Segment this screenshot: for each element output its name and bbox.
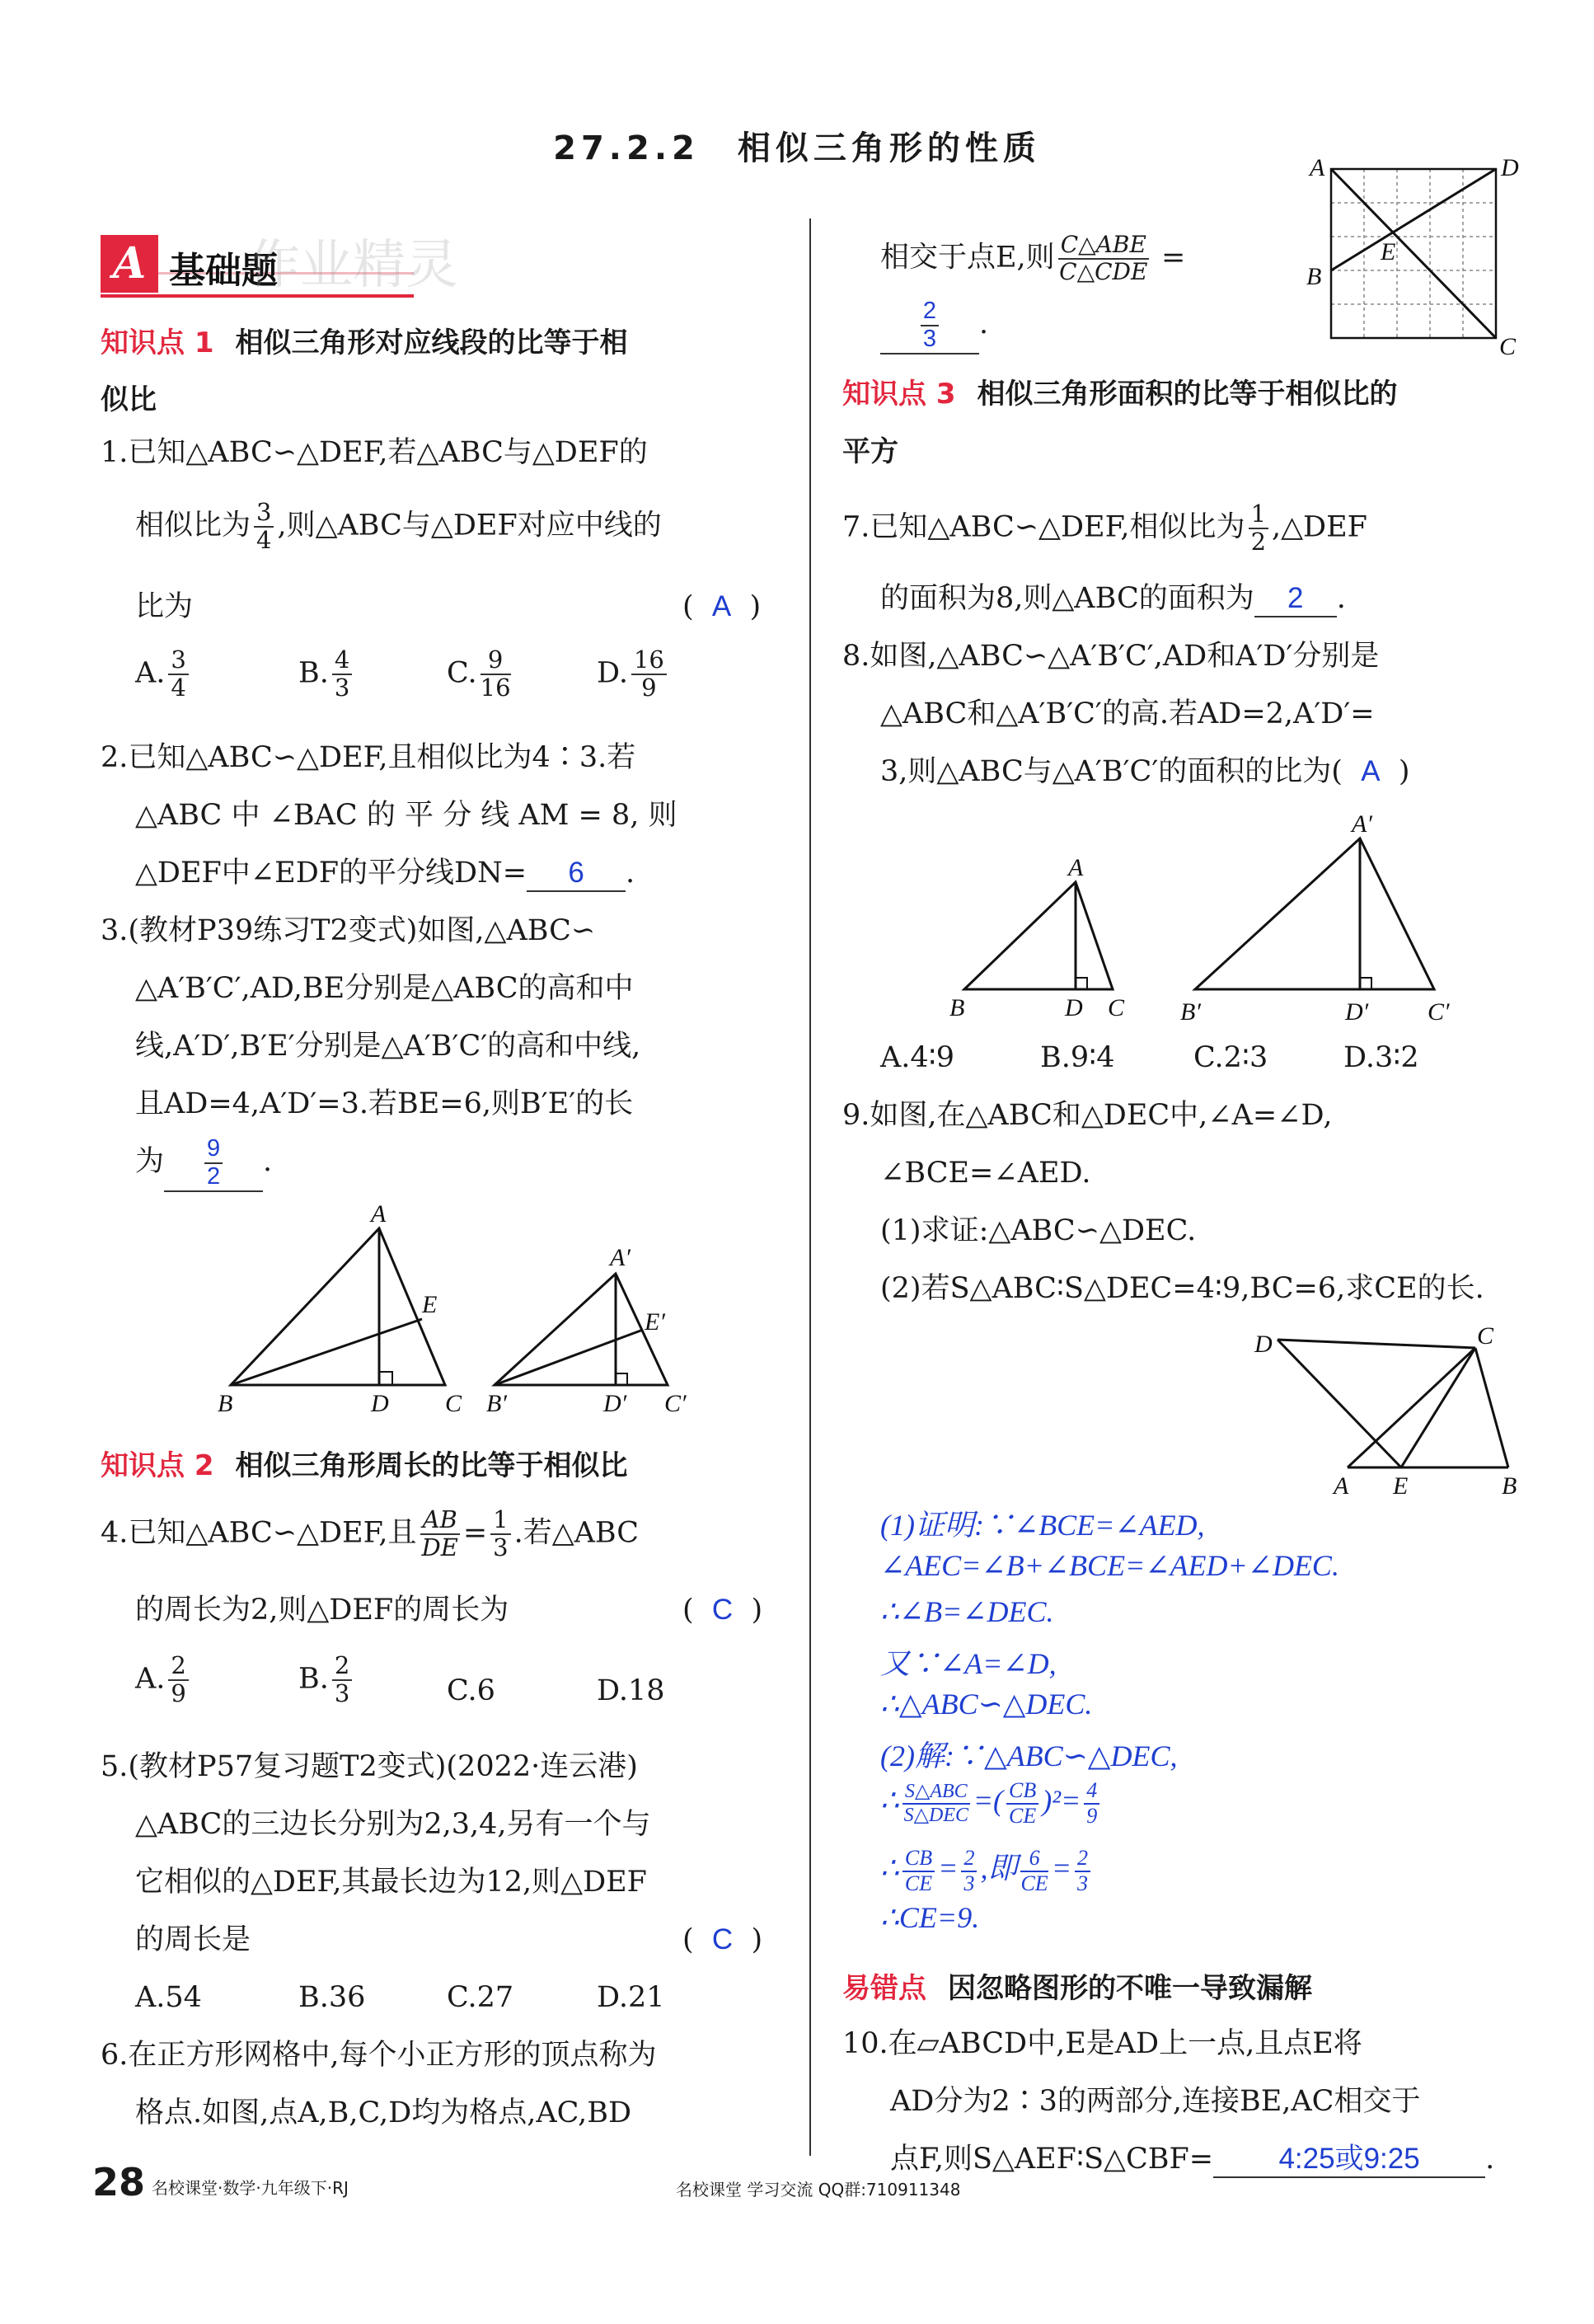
q9-line-de xyxy=(1278,1340,1401,1467)
sol8-frac4 xyxy=(1075,1847,1090,1895)
q10-answer[interactable]: 4:25或9:25 xyxy=(1213,2142,1485,2178)
q9-label-c: C xyxy=(1477,1322,1494,1350)
section-label: 基础题 xyxy=(169,250,278,292)
q7-frac-den: 2 xyxy=(1250,527,1267,556)
page-number: 28 xyxy=(92,2160,146,2204)
q9-line1: 9.如图,在△ABC和△DEC中,∠A=∠D, xyxy=(842,1099,1333,1132)
q1-option-a[interactable] xyxy=(135,647,192,702)
q8-label-d: D xyxy=(1065,994,1083,1021)
q7-line1-text2: ,△DEF xyxy=(1272,510,1367,544)
q5-paren-left: ( xyxy=(682,1923,694,1956)
q8-triangle-abc xyxy=(964,882,1113,989)
q10-line3 xyxy=(890,2142,1494,2178)
q8-line1: 8.如图,△ABC∽△A′B′C′,AD和A′D′分别是 xyxy=(842,640,1380,673)
q4-option-c[interactable]: C.6 xyxy=(447,1674,495,1707)
q3-line5-text: 为 xyxy=(135,1145,165,1179)
q10-line2: AD分为2∶3的两部分,连接BE,AC相交于 xyxy=(890,2085,1421,2118)
q1-opt-b-num: 4 xyxy=(332,647,352,675)
q6-frac xyxy=(1058,232,1149,285)
q3-label-e2: E′ xyxy=(645,1308,665,1336)
q5-line1: 5.(教材P57复习题T2变式)(2022·连云港) xyxy=(101,1750,638,1783)
q6-label-c: C xyxy=(1499,333,1517,360)
q1-line3: 比为 xyxy=(135,590,194,623)
q4-frac-1-3 xyxy=(490,1507,510,1561)
q9-label-b: B xyxy=(1502,1472,1517,1500)
sol7-frac2 xyxy=(1006,1779,1038,1828)
q1-frac-num: 3 xyxy=(254,500,274,528)
q6-line2: 格点.如图,点A,B,C,D均为格点,AC,BD xyxy=(135,2096,632,2129)
sol8-frac3-den: CE xyxy=(1020,1871,1048,1895)
q1-opt-a-num: 3 xyxy=(168,647,188,675)
q3-label-d: D xyxy=(371,1390,389,1417)
q4-line1-text2: .若△ABC xyxy=(513,1516,640,1550)
q7-line2-text: 的面积为8,则△ABC的面积为 xyxy=(880,582,1254,615)
q3-period: . xyxy=(263,1145,273,1179)
sol8-frac1-num: CB xyxy=(902,1847,935,1872)
q2-answer[interactable]: 6 xyxy=(527,856,626,892)
q9-line2: ∠BCE=∠AED. xyxy=(880,1157,1091,1190)
q6-label-a: A xyxy=(1310,154,1325,181)
q6-answer-num: 2 xyxy=(921,298,939,326)
watermark: 作业精灵 xyxy=(247,235,458,296)
q7-frac xyxy=(1249,501,1268,556)
q1-line1: 1.已知△ABC∽△DEF,若△ABC与△DEF的 xyxy=(101,436,648,469)
q3-median-b2e2 xyxy=(495,1330,643,1385)
q6-grid-figure xyxy=(1298,153,1529,367)
q9-label-d: D xyxy=(1254,1331,1273,1358)
page-title: 27.2.2 相似三角形的性质 xyxy=(553,129,1041,167)
sol8-namely: ,即 xyxy=(980,1852,1018,1885)
q4-opt-a-num: 2 xyxy=(168,1653,188,1681)
solution-line5: ∴△ABC∽△DEC. xyxy=(880,1688,1093,1721)
q3-label-b2: B′ xyxy=(486,1390,507,1417)
q4-frac1-den: DE xyxy=(421,1533,458,1561)
q4-option-b[interactable] xyxy=(298,1653,355,1707)
q5-answer: C xyxy=(711,1923,734,1955)
q4-answer: C xyxy=(711,1594,734,1626)
solution-line2: ∠AEC=∠B+∠BCE=∠AED+∠DEC. xyxy=(880,1549,1339,1582)
sol8-frac2-den: 3 xyxy=(963,1871,975,1895)
q8-line3-text: 3,则△ABC与△A′B′C′的面积的比为 xyxy=(880,755,1332,788)
q8-label-d2: D′ xyxy=(1345,998,1369,1026)
column-divider xyxy=(809,218,811,2156)
q7-line1 xyxy=(842,501,1367,556)
q4-frac1-num: AB xyxy=(420,1507,460,1535)
footer-qq: 名校课堂 学习交流 QQ群:710911348 xyxy=(676,2180,961,2200)
q9-line4: (2)若S△ABC∶S△DEC=4∶9,BC=6,求CE的长. xyxy=(880,1272,1484,1305)
q1-fraction xyxy=(254,500,274,554)
q4-paren-left: ( xyxy=(682,1594,694,1627)
q10-line1: 10.在▱ABCD中,E是AD上一点,且点E将 xyxy=(842,2027,1362,2060)
q9-label-a: A xyxy=(1334,1472,1349,1500)
q1-opt-d-label: D. xyxy=(597,656,628,690)
solution-line3: ∴∠B=∠DEC. xyxy=(880,1595,1054,1628)
q1-opt-d-num: 16 xyxy=(631,647,667,675)
q9-line-dc xyxy=(1278,1340,1475,1348)
q6-answer-den: 3 xyxy=(922,325,937,352)
sol7-frac1-num: S△ABC xyxy=(902,1781,970,1804)
q8-label-c: C xyxy=(1108,994,1125,1021)
q6-line1: 6.在正方形网格中,每个小正方形的顶点称为 xyxy=(101,2039,657,2072)
q3-line5 xyxy=(135,1136,272,1192)
q7-period: . xyxy=(1336,582,1346,615)
q3-line4: 且AD=4,A′D′=3.若BE=6,则B′E′的长 xyxy=(135,1087,634,1120)
q1-opt-a-den: 4 xyxy=(171,673,186,702)
q1-line2 xyxy=(135,500,662,554)
q6-label-b: B xyxy=(1306,263,1322,290)
q8-right-angle-2 xyxy=(1360,978,1371,989)
q3-right-angle xyxy=(379,1372,392,1385)
q8-label-c2: C′ xyxy=(1428,998,1450,1026)
kp2-text: 相似三角形周长的比等于相似比 xyxy=(235,1449,628,1482)
solution-line7 xyxy=(880,1779,1103,1828)
q4-opt-b-den: 3 xyxy=(334,1678,350,1707)
kp1-text-line2: 似比 xyxy=(101,383,157,416)
knowledge-point-1 xyxy=(101,320,628,360)
q6-label-d: D xyxy=(1501,154,1519,181)
q9-line-bc xyxy=(1475,1348,1508,1467)
q9-line3: (1)求证:△ABC∽△DEC. xyxy=(880,1214,1197,1247)
q6-line4 xyxy=(880,298,988,354)
q8-option-d[interactable]: D.3∶2 xyxy=(1343,1041,1419,1074)
sol7-frac2-den: CE xyxy=(1008,1803,1037,1828)
q2-line3 xyxy=(135,856,635,892)
q1-opt-d-frac xyxy=(631,647,667,702)
sol7-frac3-den: 9 xyxy=(1086,1803,1098,1828)
solution-line6: (2)解:∵△ABC∽△DEC, xyxy=(880,1739,1178,1772)
q8-paren-left: ( xyxy=(1331,755,1343,788)
q5-line3: 它相似的△DEF,其最长边为12,则△DEF xyxy=(135,1866,647,1899)
q6-line3-text: 相交于点E,则 xyxy=(880,241,1055,275)
q6-label-e: E xyxy=(1381,238,1396,265)
q3-answer-frac xyxy=(204,1136,223,1190)
q1-option-b[interactable] xyxy=(298,647,355,702)
sol8-frac1-den: CE xyxy=(904,1871,933,1895)
q1-opt-d-den: 9 xyxy=(641,673,657,702)
q5-paren-right: ) xyxy=(751,1923,763,1956)
q4-frac2-num: 1 xyxy=(490,1507,510,1535)
q1-option-c[interactable] xyxy=(447,647,514,702)
q3-answer-num: 9 xyxy=(204,1136,223,1164)
q3-label-e: E xyxy=(422,1291,438,1318)
kp3-tag: 知识点 3 xyxy=(842,378,956,411)
q6-answer-frac xyxy=(921,298,939,353)
q1-answer-box xyxy=(682,589,761,624)
sol8-therefore: ∴ xyxy=(880,1852,899,1885)
sol8-frac2 xyxy=(961,1847,977,1895)
sol7-frac2-num: CB xyxy=(1006,1779,1038,1805)
q3-median-be xyxy=(231,1319,422,1385)
q8-line3 xyxy=(880,754,1409,789)
q8-figure xyxy=(923,804,1500,1026)
q8-option-c[interactable]: C.2∶3 xyxy=(1193,1041,1268,1074)
q8-label-b: B xyxy=(949,994,965,1021)
q1-opt-b-label: B. xyxy=(298,656,329,690)
kp1-tag: 知识点 1 xyxy=(101,326,214,359)
q8-option-b[interactable]: B.9∶4 xyxy=(1040,1041,1115,1074)
q1-opt-b-den: 3 xyxy=(334,673,350,702)
q9-label-e: E xyxy=(1393,1472,1409,1500)
sol7-eq2: )²= xyxy=(1042,1783,1081,1817)
q1-line2-text: 相似比为 xyxy=(135,509,251,542)
sol8-frac4-den: 3 xyxy=(1076,1871,1088,1895)
q1-opt-b-frac xyxy=(332,647,352,702)
q5-option-a[interactable]: A.54 xyxy=(135,1981,202,2014)
q5-option-b[interactable]: B.36 xyxy=(298,1981,366,2014)
q1-paren-right: ) xyxy=(749,590,762,623)
kp2-tag: 知识点 2 xyxy=(101,1449,214,1482)
q8-label-b2: B′ xyxy=(1180,998,1201,1026)
q4-opt-b-frac xyxy=(332,1653,352,1707)
q2-line3-text: △DEF中∠EDF的平分线DN= xyxy=(135,857,527,890)
q1-opt-a-label: A. xyxy=(135,656,166,690)
kp3-text: 相似三角形面积的比等于相似比的 xyxy=(977,378,1398,411)
q4-opt-a-den: 9 xyxy=(171,1678,186,1707)
solution-line8 xyxy=(880,1845,1094,1895)
q10-line3-text: 点F,则S△AEF∶S△CBF= xyxy=(890,2143,1214,2176)
q3-label-a2: A′ xyxy=(610,1244,631,1271)
error-point xyxy=(842,1965,1312,2006)
q8-paren-right: ) xyxy=(1398,755,1410,788)
q1-opt-c-den: 16 xyxy=(480,673,511,702)
sol7-eq1: =( xyxy=(973,1783,1003,1817)
q8-triangle-a2b2c2 xyxy=(1195,838,1434,989)
kp1-text: 相似三角形对应线段的比等于相 xyxy=(235,326,628,359)
q3-line2: △A′B′C′,AD,BE分别是△ABC的高和中 xyxy=(135,972,634,1005)
sol8-frac3 xyxy=(1020,1847,1048,1895)
q6-line3 xyxy=(880,232,1185,285)
sol8-frac3-num: 6 xyxy=(1020,1847,1048,1872)
solution-line4: 又∵∠A=∠D, xyxy=(880,1647,1057,1680)
q3-right-angle-2 xyxy=(616,1373,627,1385)
section-letter: A xyxy=(101,235,158,293)
sol7-frac1 xyxy=(902,1781,970,1826)
q1-answer: A xyxy=(711,590,732,622)
q3-line3: 线,A′D′,B′E′分别是△A′B′C′的高和中线, xyxy=(135,1030,641,1063)
q3-label-c: C xyxy=(445,1390,462,1417)
q3-label-c2: C′ xyxy=(664,1390,687,1417)
q6-frac-den: C△CDE xyxy=(1059,257,1148,285)
q8-label-a: A xyxy=(1068,854,1084,881)
sol8-frac1 xyxy=(902,1847,935,1895)
q4-paren-right: ) xyxy=(751,1594,763,1627)
q1-frac-den: 4 xyxy=(256,525,272,554)
q1-paren-left: ( xyxy=(682,590,694,623)
q3-label-a: A xyxy=(371,1200,387,1228)
err-text: 因忽略图形的不唯一导致漏解 xyxy=(948,1972,1312,2005)
q5-option-c[interactable]: C.27 xyxy=(447,1981,514,2014)
q8-label-a2: A′ xyxy=(1352,810,1372,838)
q7-line2 xyxy=(880,581,1346,617)
q8-right-angle xyxy=(1076,978,1087,989)
q7-line1-text: 7.已知△ABC∽△DEF,相似比为 xyxy=(842,510,1245,544)
q4-opt-b-label: B. xyxy=(298,1662,329,1696)
err-tag: 易错点 xyxy=(842,1972,926,2005)
sol8-eq2: = xyxy=(1051,1852,1071,1885)
q1-opt-a-frac xyxy=(168,647,188,702)
solution-line1: (1)证明:∵∠BCE=∠AED, xyxy=(880,1509,1205,1542)
q8-line2: △ABC和△A′B′C′的高.若AD=2,A′D′= xyxy=(880,697,1375,730)
q4-opt-a-label: A. xyxy=(135,1662,166,1696)
q9-figure xyxy=(1236,1319,1533,1500)
q1-option-d[interactable] xyxy=(597,647,670,702)
q4-frac2-den: 3 xyxy=(493,1533,509,1561)
sol8-frac4-num: 2 xyxy=(1075,1847,1090,1872)
sol7-frac1-den: S△DEC xyxy=(903,1804,969,1826)
sol7-therefore: ∴ xyxy=(880,1783,899,1817)
q3-label-d2: D′ xyxy=(603,1390,627,1417)
q3-figure xyxy=(206,1195,717,1418)
q1-opt-c-label: C. xyxy=(447,656,477,690)
q4-frac-ab-de xyxy=(420,1507,460,1561)
q1-line2-text2: ,则△ABC与△DEF对应中线的 xyxy=(277,509,662,542)
q4-eq: = xyxy=(462,1516,488,1550)
q2-line1: 2.已知△ABC∽△DEF,且相似比为4∶3.若 xyxy=(101,741,636,774)
q3-answer-blank[interactable] xyxy=(164,1136,263,1192)
q4-opt-a-frac xyxy=(168,1653,188,1707)
sol8-frac2-num: 2 xyxy=(961,1847,977,1872)
q4-opt-b-num: 2 xyxy=(332,1653,352,1681)
q4-option-a[interactable] xyxy=(135,1653,192,1707)
solution-line9: ∴CE=9. xyxy=(880,1901,980,1934)
q4-line1 xyxy=(101,1507,639,1561)
q7-answer[interactable]: 2 xyxy=(1254,581,1337,617)
q5-answer-box xyxy=(682,1923,762,1957)
q8-answer: A xyxy=(1361,755,1381,787)
q6-frac-num: C△ABE xyxy=(1058,232,1149,260)
q5-option-d[interactable]: D.21 xyxy=(597,1981,665,2014)
sol7-frac3 xyxy=(1084,1779,1099,1828)
q4-answer-box xyxy=(682,1593,762,1627)
q4-line1-text: 4.已知△ABC∽△DEF,且 xyxy=(101,1516,417,1550)
q3-label-b: B xyxy=(218,1390,233,1417)
q5-line2: △ABC的三边长分别为2,3,4,另有一个与 xyxy=(135,1808,651,1841)
sol7-frac3-num: 4 xyxy=(1084,1779,1099,1805)
kp3-text-line2: 平方 xyxy=(842,435,898,468)
q3-triangle-abc xyxy=(231,1228,445,1385)
q4-line2: 的周长为2,则△DEF的周长为 xyxy=(135,1594,509,1627)
q6-line-ac xyxy=(1331,169,1496,338)
q10-period: . xyxy=(1485,2143,1495,2176)
q7-frac-num: 1 xyxy=(1249,501,1268,529)
q4-option-d[interactable]: D.18 xyxy=(597,1674,665,1707)
knowledge-point-2 xyxy=(101,1443,628,1483)
q2-line2: △ABC 中 ∠BAC 的 平 分 线 AM = 8, 则 xyxy=(135,799,677,832)
footer-book: 名校课堂·数学·九年级下·RJ xyxy=(152,2178,349,2198)
q8-option-a[interactable]: A.4∶9 xyxy=(880,1041,955,1074)
q6-period: . xyxy=(979,308,989,341)
q6-answer-blank[interactable] xyxy=(880,298,979,354)
q1-opt-c-num: 9 xyxy=(481,647,511,675)
knowledge-point-3 xyxy=(842,371,1398,411)
q3-line1: 3.(教材P39练习T2变式)如图,△ABC∽ xyxy=(101,914,596,947)
q2-period: . xyxy=(626,857,635,890)
q6-eq: = xyxy=(1161,241,1186,275)
q5-line4: 的周长是 xyxy=(135,1923,251,1956)
q1-opt-c-frac xyxy=(481,647,511,702)
sol8-eq1: = xyxy=(938,1852,959,1885)
q3-answer-den: 2 xyxy=(206,1162,221,1190)
